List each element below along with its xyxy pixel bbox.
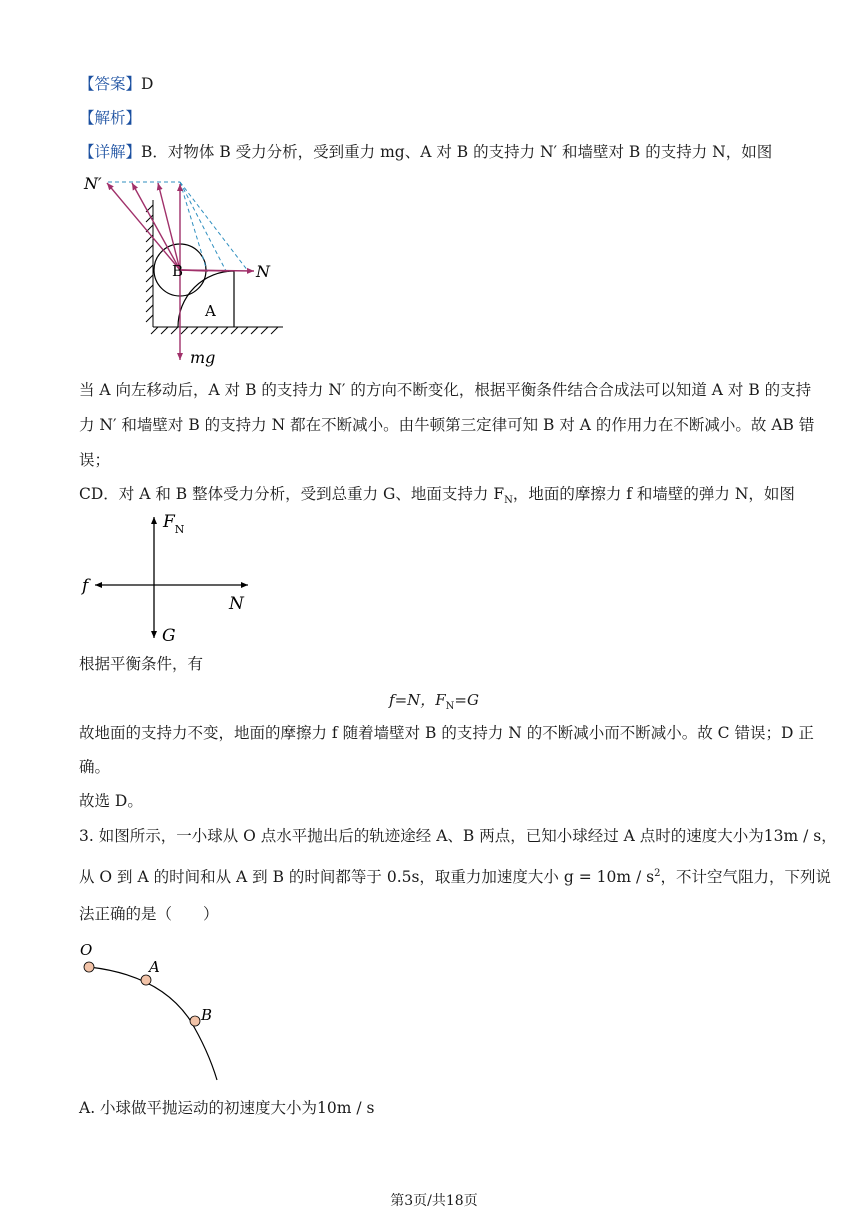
label-n-prime: N′ [84, 174, 102, 193]
q3-line-3: 法正确的是（ ） [79, 905, 219, 923]
figure-2 [80, 512, 248, 646]
para2-line-3: 误； [79, 451, 111, 469]
q3-sup: 2 [654, 868, 661, 879]
label-a: A [205, 302, 216, 320]
figure-1 [83, 174, 283, 367]
point-b [190, 1016, 200, 1026]
point-o [84, 962, 94, 972]
q3-line-2a: 从 O 到 A 的时间和从 A 到 B 的时间都等于 0.5s，取重力加速度大小 g = 10m / s [79, 868, 655, 887]
q3-line-1: 3. 如图所示，一小球从 O 点水平抛出后的轨迹途经 A、B 两点，已知小球经过 A 点时的速度大小为13m / s， [79, 827, 837, 845]
label-b3: B [201, 1006, 213, 1024]
para2-line-1: 当 A 向左移动后，A 对 B 的支持力 N′ 的方向不断变化，根据平衡条件结合合成法可以知道 A 对 B 的支持 [79, 381, 812, 399]
label-fn: $F_N$ [163, 512, 185, 536]
label-a3: A [149, 958, 160, 976]
balance-line: 根据平衡条件，有 [79, 655, 204, 673]
page-footer: 第3页/共18页 [390, 1193, 478, 1209]
conclusion-line-1: 故地面的支持力不变，地面的摩擦力 f 随着墙壁对 B 的支持力 N 的不断减小而不断减小。故 C 错误；D 正 [79, 724, 814, 742]
equation-sub: N [445, 701, 455, 712]
option-a: A. 小球做平抛运动的初速度大小为10m / s [79, 1099, 375, 1117]
para2-line-2: 力 N′ 和墙壁对 B 的支持力 N 都在不断减小。由牛顿第三定律可知 B 对 A 的作用力在不断减小。故 AB 错 [79, 416, 815, 434]
point-a [141, 975, 151, 985]
cd-sub: N [504, 495, 513, 507]
choice-line: 故选 D。 [79, 792, 143, 810]
equation-text: f=N，F [389, 691, 446, 709]
equation-rest: =G [454, 691, 479, 709]
ground [151, 327, 283, 334]
cd-text-rest: ，地面的摩擦力 f 和墙壁的弹力 N，如图 [512, 485, 795, 503]
detail-tag: 【详解】 [79, 143, 142, 161]
label-n2: N [229, 594, 244, 614]
q3-line-2b: ，不计空气阻力，下列说 [660, 868, 831, 887]
label-o: O [80, 941, 93, 959]
label-mg: mg [190, 348, 216, 367]
answer-tag: 【答案】 [79, 75, 142, 93]
figure-3 [80, 941, 217, 1080]
label-n: N [256, 262, 270, 281]
dashed-lines [108, 182, 248, 271]
conclusion-line-2: 确。 [79, 758, 111, 776]
detail-text: B．对物体 B 受力分析，受到重力 mg、A 对 B 的支持力 N′ 和墙壁对 B 的支持力 N，如图 [141, 143, 773, 161]
label-b: B [172, 262, 184, 280]
analysis-tag: 【解析】 [79, 109, 142, 127]
answer-value: D [141, 75, 154, 93]
cd-text: CD．对 A 和 B 整体受力分析，受到总重力 G、地面支持力 F [79, 485, 505, 503]
label-g: G [162, 626, 176, 646]
label-f: f [82, 576, 89, 596]
